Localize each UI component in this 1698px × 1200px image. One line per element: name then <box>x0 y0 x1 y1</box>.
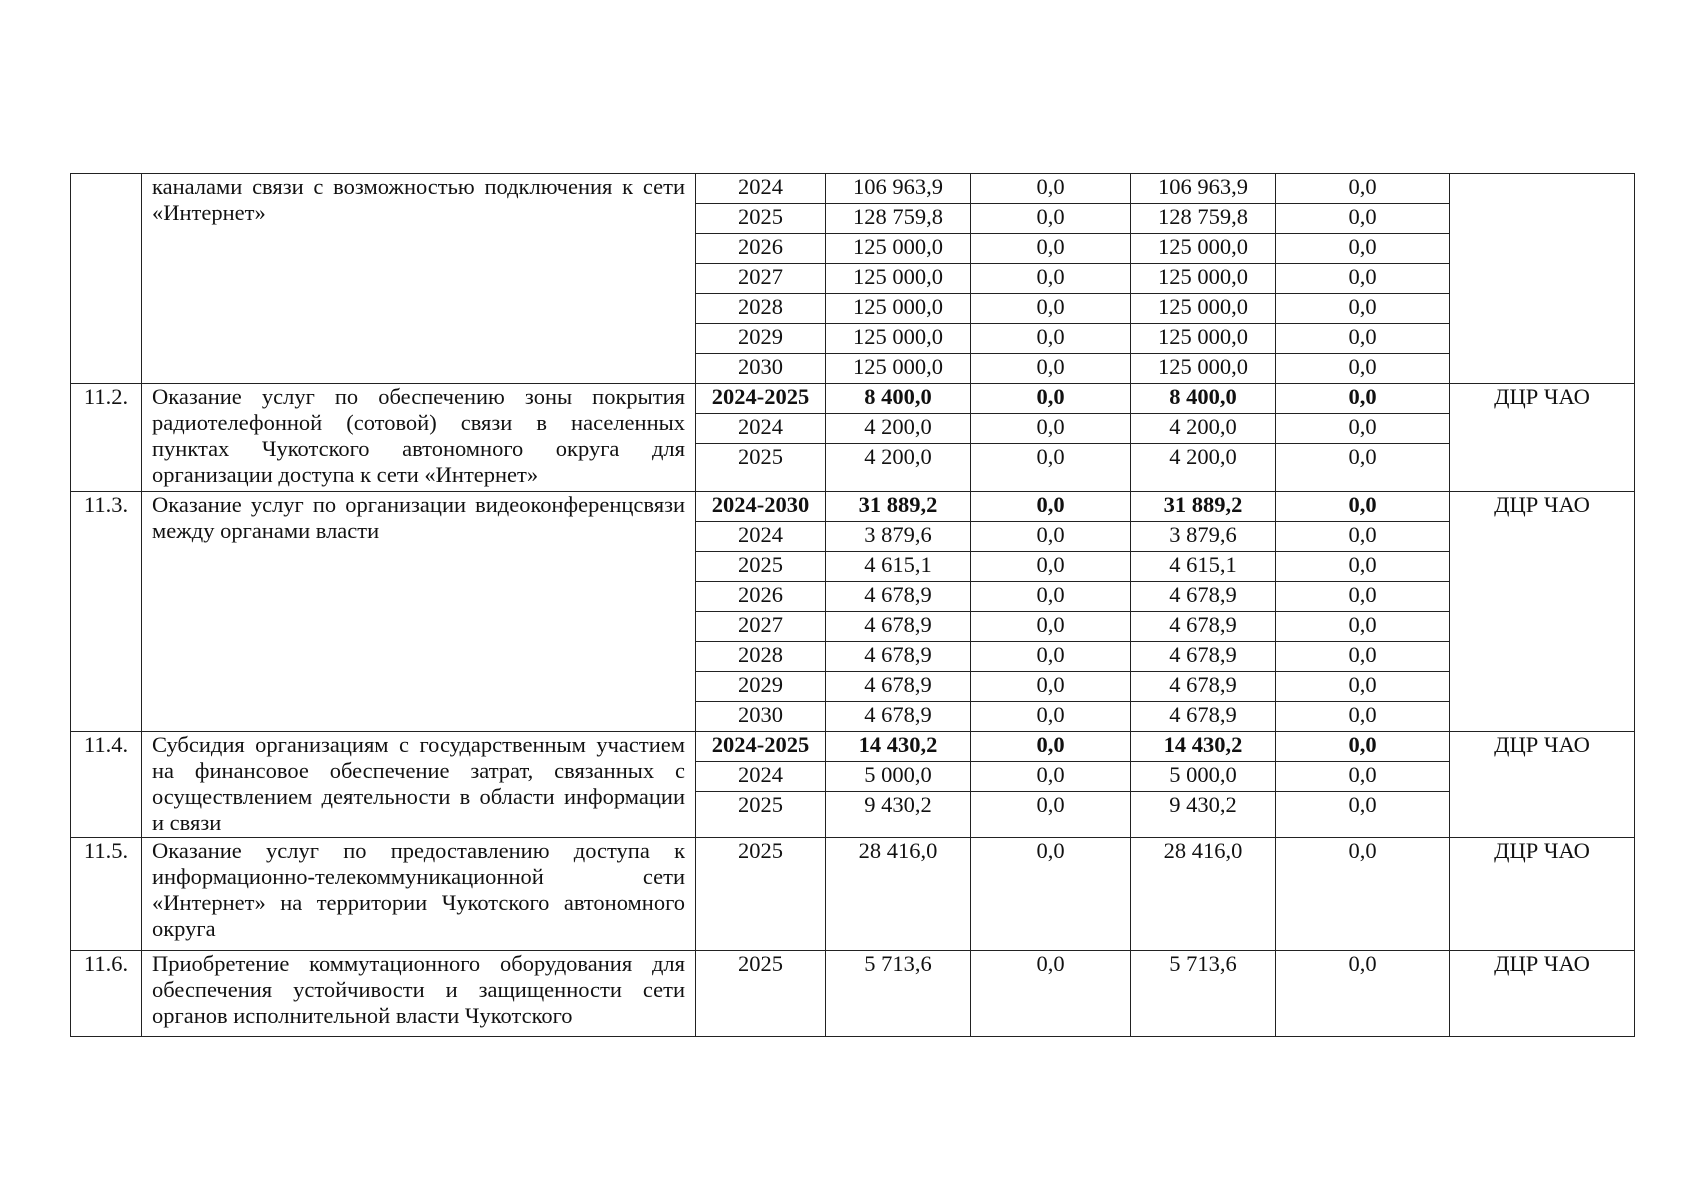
other-sources-cell: 0,0 <box>1276 702 1450 732</box>
federal-budget-cell: 0,0 <box>971 522 1131 552</box>
table-row <box>71 732 1635 762</box>
other-sources-cell: 0,0 <box>1276 324 1450 354</box>
activity-description-cell: Оказание услуг по обеспечению зоны покрытия радиотелефонной (сотовой) связи в населенных пунктах Чукотского автономного округа для организации доступа к сети «Интернет» <box>142 384 696 492</box>
federal-budget-cell: 0,0 <box>971 732 1131 762</box>
federal-budget-cell: 0,0 <box>971 264 1131 294</box>
period-cell: 2025 <box>696 792 826 838</box>
executor-cell: ДЦР ЧАО <box>1450 951 1635 1037</box>
federal-budget-cell: 0,0 <box>971 384 1131 414</box>
regional-budget-cell: 4 615,1 <box>1131 552 1276 582</box>
activity-description-cell: Приобретение коммутационного оборудования для обеспечения устойчивости и защищенности сети органов исполнительной власти Чукотского <box>142 951 696 1037</box>
regional-budget-cell: 8 400,0 <box>1131 384 1276 414</box>
other-sources-cell: 0,0 <box>1276 294 1450 324</box>
federal-budget-cell: 0,0 <box>971 672 1131 702</box>
row-index-cell: 11.3. <box>71 492 142 732</box>
regional-budget-cell: 125 000,0 <box>1131 234 1276 264</box>
period-cell: 2024-2030 <box>696 492 826 522</box>
period-cell: 2024-2025 <box>696 384 826 414</box>
period-cell: 2025 <box>696 204 826 234</box>
other-sources-cell: 0,0 <box>1276 234 1450 264</box>
period-cell: 2027 <box>696 612 826 642</box>
regional-budget-cell: 128 759,8 <box>1131 204 1276 234</box>
other-sources-cell: 0,0 <box>1276 582 1450 612</box>
federal-budget-cell: 0,0 <box>971 174 1131 204</box>
regional-budget-cell: 106 963,9 <box>1131 174 1276 204</box>
federal-budget-cell: 0,0 <box>971 324 1131 354</box>
federal-budget-cell: 0,0 <box>971 792 1131 838</box>
regional-budget-cell: 3 879,6 <box>1131 522 1276 552</box>
other-sources-cell: 0,0 <box>1276 264 1450 294</box>
total-amount-cell: 4 200,0 <box>826 414 971 444</box>
total-amount-cell: 125 000,0 <box>826 324 971 354</box>
executor-cell: ДЦР ЧАО <box>1450 838 1635 951</box>
regional-budget-cell: 125 000,0 <box>1131 294 1276 324</box>
federal-budget-cell: 0,0 <box>971 838 1131 951</box>
total-amount-cell: 128 759,8 <box>826 204 971 234</box>
total-amount-cell: 125 000,0 <box>826 294 971 324</box>
other-sources-cell: 0,0 <box>1276 951 1450 1037</box>
period-cell: 2028 <box>696 294 826 324</box>
budget-table <box>70 173 1635 1037</box>
total-amount-cell: 4 678,9 <box>826 672 971 702</box>
other-sources-cell: 0,0 <box>1276 384 1450 414</box>
row-index-cell: 11.2. <box>71 384 142 492</box>
federal-budget-cell: 0,0 <box>971 414 1131 444</box>
period-cell: 2029 <box>696 672 826 702</box>
other-sources-cell: 0,0 <box>1276 204 1450 234</box>
federal-budget-cell: 0,0 <box>971 582 1131 612</box>
period-cell: 2030 <box>696 702 826 732</box>
other-sources-cell: 0,0 <box>1276 174 1450 204</box>
activity-description-cell: Оказание услуг по предоставлению доступа к информационно-телекоммуникационной сети «Интернет» на территории Чукотского автономного округа <box>142 838 696 951</box>
regional-budget-cell: 4 678,9 <box>1131 642 1276 672</box>
period-cell: 2027 <box>696 264 826 294</box>
activity-description-cell: каналами связи с возможностью подключения к сети «Интернет» <box>142 174 696 384</box>
federal-budget-cell: 0,0 <box>971 234 1131 264</box>
federal-budget-cell: 0,0 <box>971 294 1131 324</box>
regional-budget-cell: 14 430,2 <box>1131 732 1276 762</box>
period-cell: 2025 <box>696 552 826 582</box>
regional-budget-cell: 4 678,9 <box>1131 672 1276 702</box>
federal-budget-cell: 0,0 <box>971 552 1131 582</box>
regional-budget-cell: 125 000,0 <box>1131 354 1276 384</box>
regional-budget-cell: 5 713,6 <box>1131 951 1276 1037</box>
federal-budget-cell: 0,0 <box>971 762 1131 792</box>
other-sources-cell: 0,0 <box>1276 732 1450 762</box>
total-amount-cell: 5 713,6 <box>826 951 971 1037</box>
table-body <box>71 174 1635 1037</box>
total-amount-cell: 4 678,9 <box>826 612 971 642</box>
total-amount-cell: 9 430,2 <box>826 792 971 838</box>
table-row <box>71 384 1635 414</box>
executor-cell: ДЦР ЧАО <box>1450 384 1635 492</box>
total-amount-cell: 5 000,0 <box>826 762 971 792</box>
period-cell: 2024 <box>696 522 826 552</box>
total-amount-cell: 125 000,0 <box>826 354 971 384</box>
total-amount-cell: 4 678,9 <box>826 582 971 612</box>
federal-budget-cell: 0,0 <box>971 354 1131 384</box>
period-cell: 2025 <box>696 838 826 951</box>
executor-cell <box>1450 174 1635 384</box>
regional-budget-cell: 4 200,0 <box>1131 444 1276 492</box>
other-sources-cell: 0,0 <box>1276 522 1450 552</box>
table-row <box>71 492 1635 522</box>
total-amount-cell: 3 879,6 <box>826 522 971 552</box>
row-index-cell <box>71 174 142 384</box>
other-sources-cell: 0,0 <box>1276 354 1450 384</box>
federal-budget-cell: 0,0 <box>971 204 1131 234</box>
federal-budget-cell: 0,0 <box>971 702 1131 732</box>
other-sources-cell: 0,0 <box>1276 552 1450 582</box>
period-cell: 2028 <box>696 642 826 672</box>
regional-budget-cell: 125 000,0 <box>1131 324 1276 354</box>
other-sources-cell: 0,0 <box>1276 492 1450 522</box>
other-sources-cell: 0,0 <box>1276 792 1450 838</box>
table-row <box>71 174 1635 204</box>
total-amount-cell: 4 678,9 <box>826 702 971 732</box>
total-amount-cell: 106 963,9 <box>826 174 971 204</box>
regional-budget-cell: 31 889,2 <box>1131 492 1276 522</box>
total-amount-cell: 4 678,9 <box>826 642 971 672</box>
row-index-cell: 11.6. <box>71 951 142 1037</box>
activity-description-cell: Субсидия организациям с государственным участием на финансовое обеспечение затрат, связанных с осуществлением деятельности в области информации и связи <box>142 732 696 838</box>
table-row <box>71 838 1635 951</box>
regional-budget-cell: 9 430,2 <box>1131 792 1276 838</box>
period-cell: 2029 <box>696 324 826 354</box>
total-amount-cell: 28 416,0 <box>826 838 971 951</box>
row-index-cell: 11.5. <box>71 838 142 951</box>
regional-budget-cell: 4 678,9 <box>1131 702 1276 732</box>
total-amount-cell: 125 000,0 <box>826 264 971 294</box>
other-sources-cell: 0,0 <box>1276 444 1450 492</box>
total-amount-cell: 31 889,2 <box>826 492 971 522</box>
other-sources-cell: 0,0 <box>1276 414 1450 444</box>
other-sources-cell: 0,0 <box>1276 672 1450 702</box>
period-cell: 2024 <box>696 174 826 204</box>
row-index-cell: 11.4. <box>71 732 142 838</box>
other-sources-cell: 0,0 <box>1276 642 1450 672</box>
period-cell: 2026 <box>696 582 826 612</box>
total-amount-cell: 14 430,2 <box>826 732 971 762</box>
period-cell: 2030 <box>696 354 826 384</box>
activity-description-cell: Оказание услуг по организации видеоконференцсвязи между органами власти <box>142 492 696 732</box>
regional-budget-cell: 4 678,9 <box>1131 612 1276 642</box>
period-cell: 2024-2025 <box>696 732 826 762</box>
regional-budget-cell: 4 678,9 <box>1131 582 1276 612</box>
executor-cell: ДЦР ЧАО <box>1450 732 1635 838</box>
federal-budget-cell: 0,0 <box>971 444 1131 492</box>
regional-budget-cell: 5 000,0 <box>1131 762 1276 792</box>
regional-budget-cell: 125 000,0 <box>1131 264 1276 294</box>
table-row <box>71 951 1635 1037</box>
federal-budget-cell: 0,0 <box>971 492 1131 522</box>
total-amount-cell: 4 615,1 <box>826 552 971 582</box>
other-sources-cell: 0,0 <box>1276 762 1450 792</box>
regional-budget-cell: 28 416,0 <box>1131 838 1276 951</box>
federal-budget-cell: 0,0 <box>971 612 1131 642</box>
executor-cell: ДЦР ЧАО <box>1450 492 1635 732</box>
total-amount-cell: 125 000,0 <box>826 234 971 264</box>
regional-budget-cell: 4 200,0 <box>1131 414 1276 444</box>
federal-budget-cell: 0,0 <box>971 951 1131 1037</box>
period-cell: 2025 <box>696 951 826 1037</box>
period-cell: 2026 <box>696 234 826 264</box>
other-sources-cell: 0,0 <box>1276 612 1450 642</box>
period-cell: 2024 <box>696 414 826 444</box>
total-amount-cell: 4 200,0 <box>826 444 971 492</box>
federal-budget-cell: 0,0 <box>971 642 1131 672</box>
period-cell: 2025 <box>696 444 826 492</box>
total-amount-cell: 8 400,0 <box>826 384 971 414</box>
period-cell: 2024 <box>696 762 826 792</box>
other-sources-cell: 0,0 <box>1276 838 1450 951</box>
